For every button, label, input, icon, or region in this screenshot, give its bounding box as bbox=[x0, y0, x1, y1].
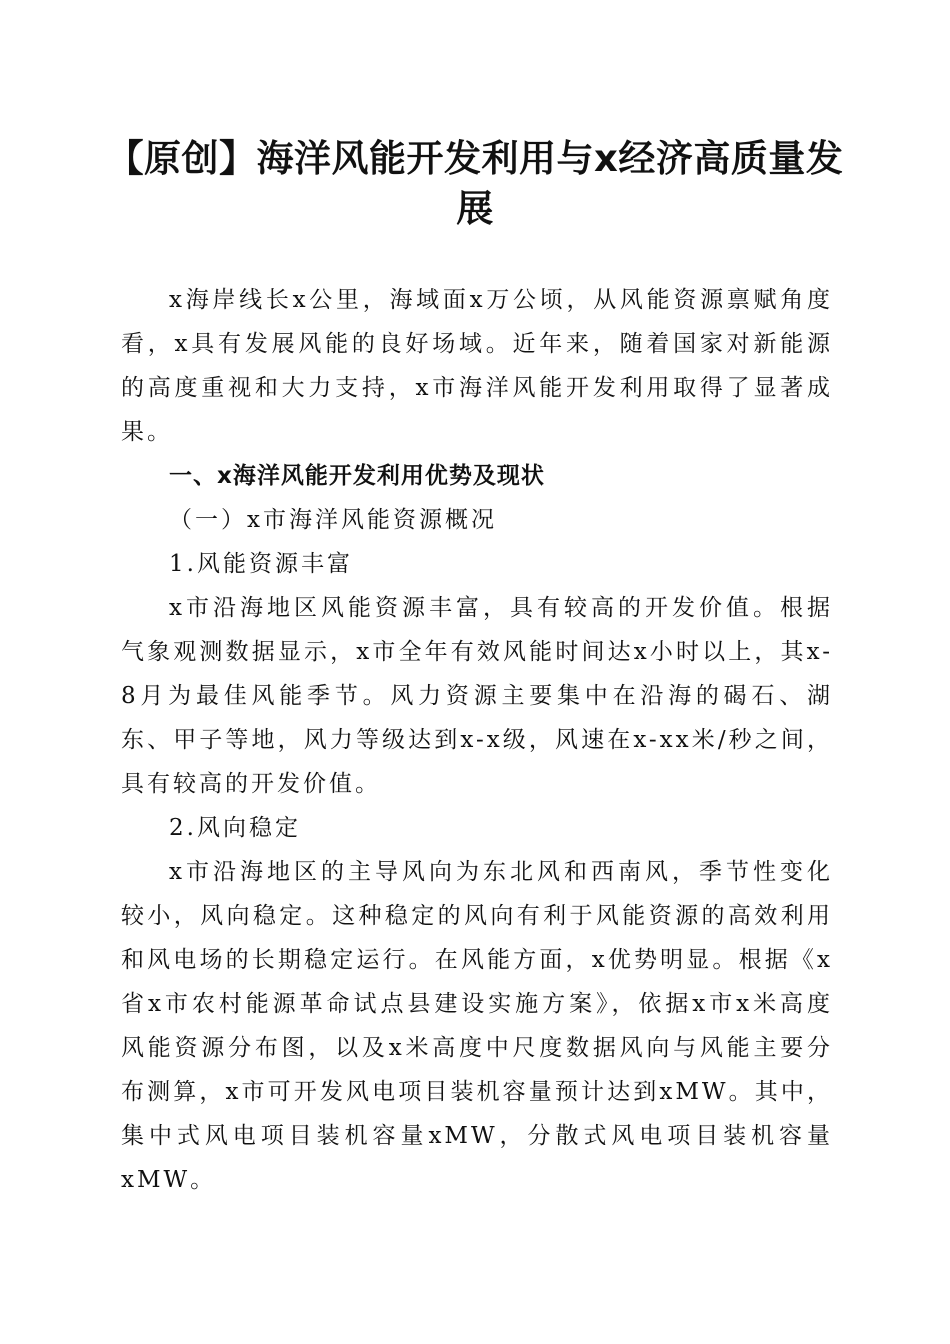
section-heading-1: 一、x海洋风能开发利用优势及现状 bbox=[169, 463, 545, 489]
subsection-heading-1: （一）x市海洋风能资源概况 bbox=[169, 507, 497, 533]
document-body bbox=[121, 278, 833, 1202]
document-title: 【原创】海洋风能开发利用与x经济高质量发展 bbox=[106, 137, 844, 230]
body-paragraph-wind-direction: x市沿海地区的主导风向为东北风和西南风，季节性变化较小，风向稳定。这种稳定的风向有利于风能资源的高效利用和风电场的长期稳定运行。在风能方面，x优势明显。根据《x省x市农村能源革命试点县建设实施方案》，依据x市x米高度风能资源分布图，以及x米高度中尺度数据风向与风能主要分布测算，x市可开发风电项目装机容量预计达到xMW。其中，集中式风电项目装机容量xMW，分散式风电项目装机容量xMW。 bbox=[121, 859, 833, 1193]
body-paragraph-wind-resources: x市沿海地区风能资源丰富，具有较高的开发价值。根据气象观测数据显示，x市全年有效风能时间达x小时以上，其x-8月为最佳风能季节。风力资源主要集中在沿海的碣石、湖东、甲子等地，风力等级达到x-x级，风速在x-xx米/秒之间，具有较高的开发价值。 bbox=[121, 595, 833, 797]
item-heading-2: 2.风向稳定 bbox=[169, 815, 301, 841]
intro-paragraph: x海岸线长x公里，海域面x万公顷，从风能资源禀赋角度看，x具有发展风能的良好场域。近年来，随着国家对新能源的高度重视和大力支持，x市海洋风能开发利用取得了显著成果。 bbox=[121, 287, 833, 445]
item-heading-1: 1.风能资源丰富 bbox=[169, 551, 353, 577]
